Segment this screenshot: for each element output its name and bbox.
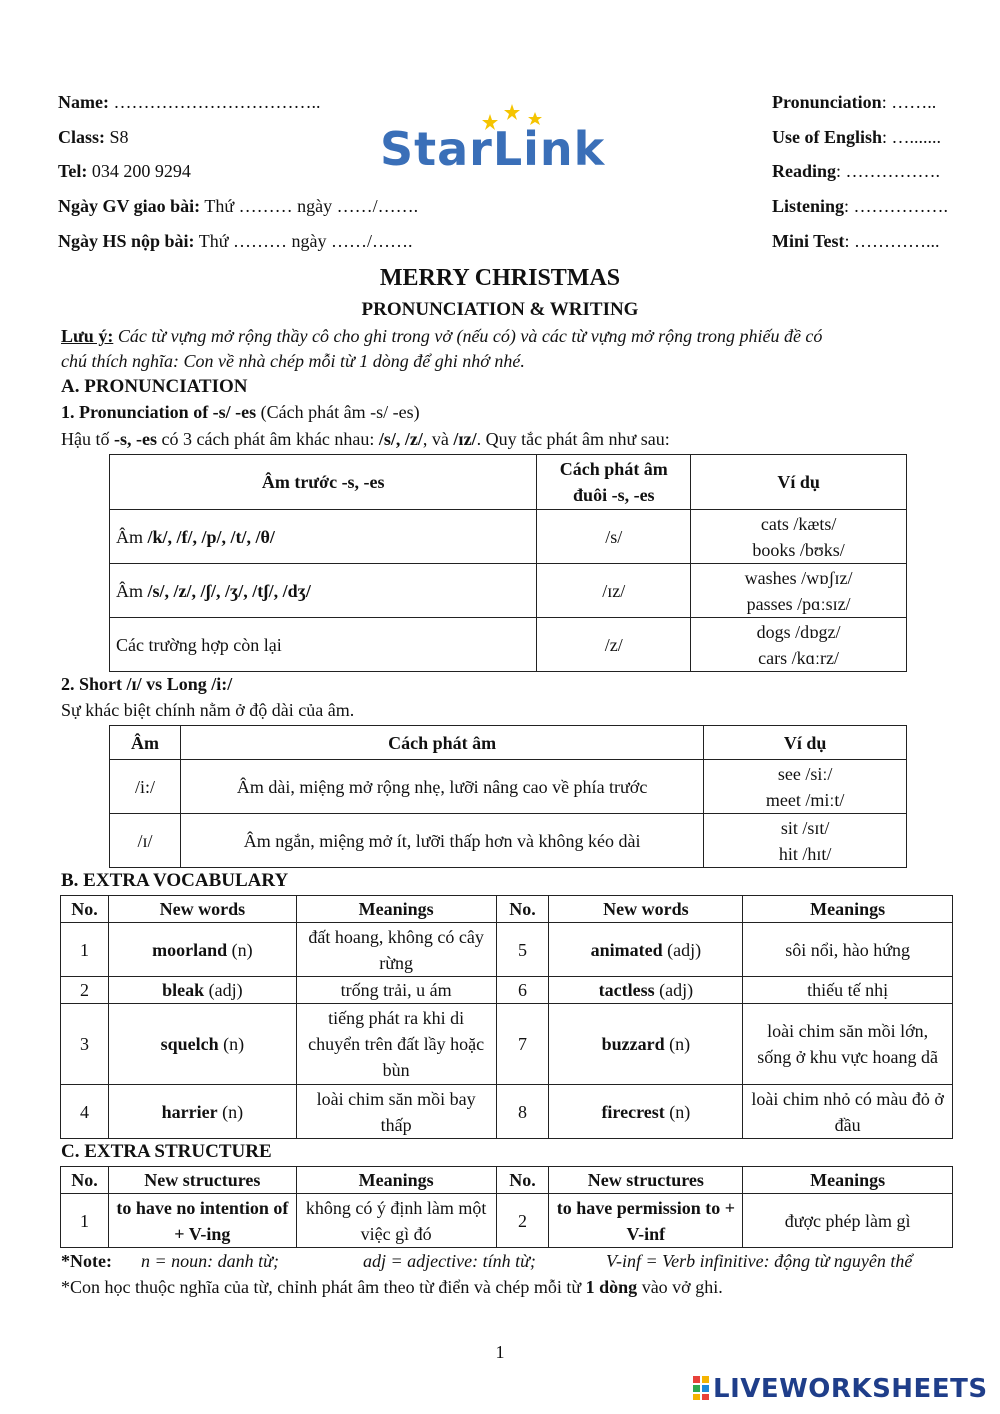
table-row: Các trường hợp còn lại /z/ dogs /dɒgz/ cars /kɑːrz/ [110,618,907,672]
table-header: Meanings [296,896,496,923]
table-header: Meanings [296,1167,496,1194]
table-header: No. [61,1167,109,1194]
page-subtitle: PRONUNCIATION & WRITING [361,299,639,320]
section-a-heading: A. PRONUNCIATION [61,376,248,397]
table-header: New words [108,896,296,923]
table-header: New words [549,896,743,923]
score-use-of-english: Use of English: …....... [772,127,942,147]
table-row: /ɪ/ Âm ngắn, miệng mở ít, lưỡi thấp hơn và không kéo dài sit /sɪt/ hit /hɪt/ [110,814,907,868]
table-header: Ví dụ [691,455,907,510]
table-header: Âm [110,726,181,760]
part1-intro: Hậu tố -s, -es có 3 cách phát âm khác nhau: /s/, /z/, và /ɪz/. Quy tắc phát âm như sau: [61,429,670,449]
table-header: No. [496,1167,549,1194]
table-row: 1 to have no intention of + V-ing không có ý định làm một việc gì đó 2 to have permission to + V-inf được phép làm gì [61,1194,953,1248]
structure-table [60,1166,953,1248]
table-header: Âm trước -s, -es [110,455,537,510]
score-listening: Listening: ……………. [772,196,949,216]
short-long-i-table [109,725,907,868]
name-field: Name: …………………………….. [58,92,321,112]
class-field: Class: S8 [58,127,129,147]
pronunciation-s-table [109,454,907,672]
footnote-abbreviations: *Note: n = noun: danh từ; adj = adjective: tính từ; V-inf = Verb infinitive: động từ nguyên thể [61,1251,913,1271]
table-header: No. [61,896,109,923]
table-header: New structures [108,1167,296,1194]
table-row: 2 bleak (adj) trống trải, u ám 6 tactless (adj) thiếu tế nhị [61,977,953,1004]
note-line-2: chú thích nghĩa: Con về nhà chép mỗi từ 1 dòng để ghi nhớ nhé. [61,351,525,371]
part1-heading: 1. Pronunciation of -s/ -es (Cách phát âm -s/ -es) [61,402,420,422]
table-header: Meanings [743,896,953,923]
liveworksheets-icon [693,1376,709,1400]
liveworksheets-watermark: LIVEWORKSHEETS [693,1374,988,1404]
part2-heading: 2. Short /ɪ/ vs Long /i:/ [61,674,233,694]
table-header: Meanings [743,1167,953,1194]
table-header: Cách phát âm [180,726,703,760]
table-row: 4 harrier (n) loài chim săn mồi bay thấp 8 firecrest (n) loài chim nhỏ có màu đỏ ở đầu [61,1085,953,1139]
tel-field: Tel: 034 200 9294 [58,161,191,181]
table-header: Ví dụ [704,726,907,760]
vocabulary-table [60,895,953,1139]
section-b-heading: B. EXTRA VOCABULARY [61,870,289,891]
table-row: Âm /s/, /z/, /ʃ/, /ʒ/, /tʃ/, /dʒ/ /ɪz/ washes /wɒʃɪz/ passes /pɑːsɪz/ [110,564,907,618]
table-header: No. [496,896,549,923]
table-row: /i:/ Âm dài, miệng mở rộng nhẹ, lưỡi nâng cao về phía trước see /siː/ meet /miːt/ [110,760,907,814]
table-row: 1 moorland (n) đất hoang, không có cây rừng 5 animated (adj) sôi nổi, hào hứng [61,923,953,977]
score-pronunciation: Pronunciation: …….. [772,92,937,112]
starlink-logo [380,100,610,180]
assign-date-field: Ngày GV giao bài: Thứ ……… ngày ……/……. [58,196,419,216]
score-mini-test: Mini Test: …………... [772,231,940,251]
table-header: New structures [549,1167,743,1194]
part2-intro: Sự khác biệt chính nằm ở độ dài của âm. [61,700,355,720]
score-reading: Reading: ……………. [772,161,941,181]
footnote-instruction: *Con học thuộc nghĩa của từ, chỉnh phát âm theo từ điển và chép mỗi từ 1 dòng vào vở ghi. [61,1277,723,1297]
page-number: 1 [495,1342,505,1362]
table-row: 3 squelch (n) tiếng phát ra khi di chuyển trên đất lầy hoặc bùn 7 buzzard (n) loài chim săn mồi lớn, sống ở khu vực hoang dã [61,1004,953,1085]
submit-date-field: Ngày HS nộp bài: Thứ ……… ngày ……/……. [58,231,413,251]
table-row: Âm /k/, /f/, /p/, /t/, /θ/ /s/ cats /kæts/ books /bʊks/ [110,510,907,564]
table-header: Cách phát âm đuôi -s, -es [537,455,691,510]
note-line-1: Lưu ý: Các từ vựng mở rộng thầy cô cho ghi trong vở (nếu có) và các từ vựng mở rộng trong phiếu đề có [61,326,823,346]
page-title: MERRY CHRISTMAS [379,265,621,291]
logo-text: StarLink [380,122,606,176]
section-c-heading: C. EXTRA STRUCTURE [61,1141,272,1162]
